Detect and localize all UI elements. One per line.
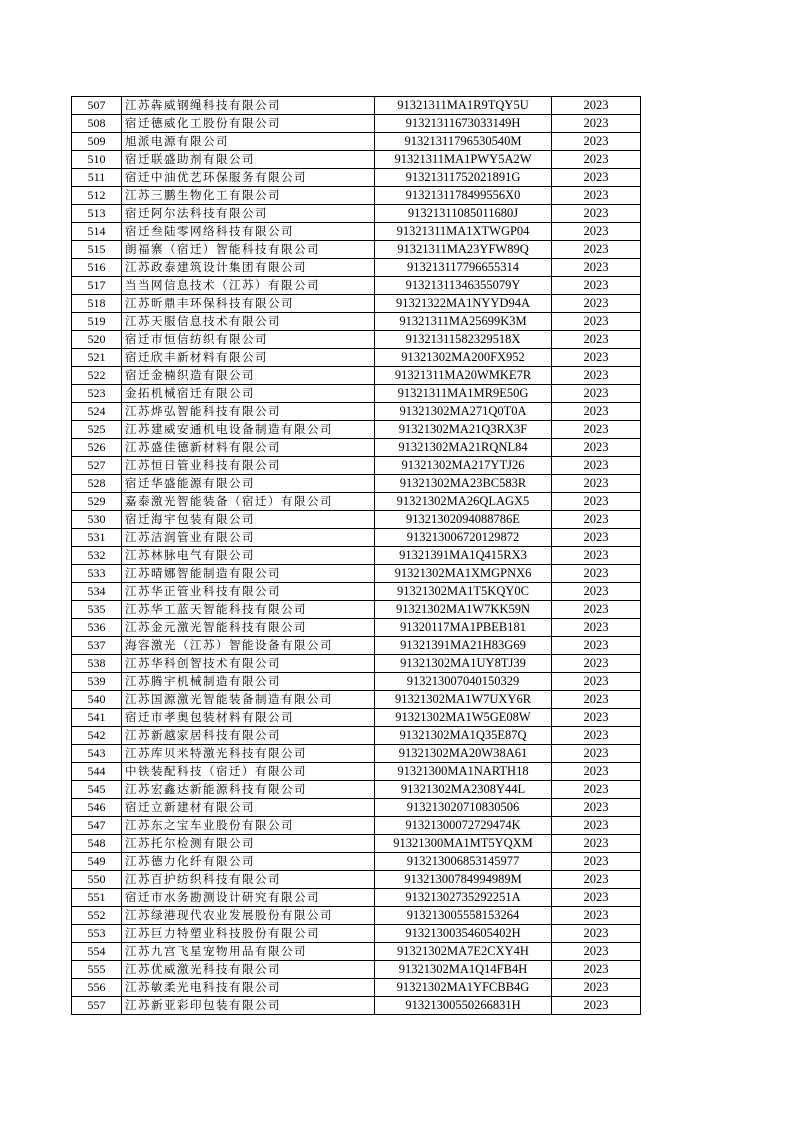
credit-code-cell: 91321302MA1Q35E87Q bbox=[375, 727, 552, 745]
year-cell: 2023 bbox=[552, 763, 641, 781]
table-row bbox=[72, 547, 641, 565]
table-row bbox=[72, 997, 641, 1015]
company-name-cell: 当当网信息技术（江苏）有限公司 bbox=[122, 277, 375, 295]
row-number-cell: 554 bbox=[72, 943, 122, 961]
credit-code-cell: 91321300072729474K bbox=[375, 817, 552, 835]
table-row bbox=[72, 97, 641, 115]
company-name-cell: 江苏晴娜智能制造有限公司 bbox=[122, 565, 375, 583]
credit-code-cell: 91321302MA1W7KK59N bbox=[375, 601, 552, 619]
credit-code-cell: 91321302MA1W5GE08W bbox=[375, 709, 552, 727]
company-name-cell: 海容激光（江苏）智能设备有限公司 bbox=[122, 637, 375, 655]
year-cell: 2023 bbox=[552, 331, 641, 349]
row-number-cell: 541 bbox=[72, 709, 122, 727]
row-number-cell: 539 bbox=[72, 673, 122, 691]
table-row bbox=[72, 907, 641, 925]
company-name-cell: 江苏华工蓝天智能科技有限公司 bbox=[122, 601, 375, 619]
company-name-cell: 江苏华正管业科技有限公司 bbox=[122, 583, 375, 601]
year-cell: 2023 bbox=[552, 673, 641, 691]
company-name-cell: 江苏九宫飞星宠物用品有限公司 bbox=[122, 943, 375, 961]
company-name-cell: 江苏托尔检测有限公司 bbox=[122, 835, 375, 853]
credit-code-cell: 91321302MA21RQNL84 bbox=[375, 439, 552, 457]
credit-code-cell: 913213006853145977 bbox=[375, 853, 552, 871]
year-cell: 2023 bbox=[552, 169, 641, 187]
table-row bbox=[72, 961, 641, 979]
row-number-cell: 509 bbox=[72, 133, 122, 151]
year-cell: 2023 bbox=[552, 979, 641, 997]
company-name-cell: 江苏恒日管业科技有限公司 bbox=[122, 457, 375, 475]
year-cell: 2023 bbox=[552, 565, 641, 583]
table-row bbox=[72, 709, 641, 727]
year-cell: 2023 bbox=[552, 313, 641, 331]
table-row bbox=[72, 475, 641, 493]
credit-code-cell: 91321311346355079Y bbox=[375, 277, 552, 295]
company-name-cell: 宿迁海宇包装有限公司 bbox=[122, 511, 375, 529]
credit-code-cell: 91321302MA7E2CXY4H bbox=[375, 943, 552, 961]
credit-code-cell: 91321302MA1UY8TJ39 bbox=[375, 655, 552, 673]
credit-code-cell: 913213020710830506 bbox=[375, 799, 552, 817]
year-cell: 2023 bbox=[552, 727, 641, 745]
year-cell: 2023 bbox=[552, 619, 641, 637]
table-row bbox=[72, 277, 641, 295]
year-cell: 2023 bbox=[552, 457, 641, 475]
table-row bbox=[72, 223, 641, 241]
year-cell: 2023 bbox=[552, 835, 641, 853]
row-number-cell: 552 bbox=[72, 907, 122, 925]
credit-code-cell: 913213117796655314 bbox=[375, 259, 552, 277]
table-row bbox=[72, 799, 641, 817]
row-number-cell: 530 bbox=[72, 511, 122, 529]
company-name-cell: 江苏库贝米特激光科技有限公司 bbox=[122, 745, 375, 763]
row-number-cell: 525 bbox=[72, 421, 122, 439]
year-cell: 2023 bbox=[552, 709, 641, 727]
company-name-cell: 江苏建威安通机电设备制造有限公司 bbox=[122, 421, 375, 439]
row-number-cell: 543 bbox=[72, 745, 122, 763]
table-row bbox=[72, 781, 641, 799]
year-cell: 2023 bbox=[552, 799, 641, 817]
row-number-cell: 517 bbox=[72, 277, 122, 295]
table-row bbox=[72, 529, 641, 547]
credit-code-cell: 91321311582329518X bbox=[375, 331, 552, 349]
row-number-cell: 548 bbox=[72, 835, 122, 853]
credit-code-cell: 91321302MA1W7UXY6R bbox=[375, 691, 552, 709]
credit-code-cell: 91321300MA1NARTH18 bbox=[375, 763, 552, 781]
credit-code-cell: 91321311MA1XTWGP04 bbox=[375, 223, 552, 241]
credit-code-cell: 91320117MA1PBEB181 bbox=[375, 619, 552, 637]
table-row bbox=[72, 349, 641, 367]
company-name-cell: 江苏政泰建筑设计集团有限公司 bbox=[122, 259, 375, 277]
year-cell: 2023 bbox=[552, 367, 641, 385]
table-row bbox=[72, 889, 641, 907]
year-cell: 2023 bbox=[552, 583, 641, 601]
row-number-cell: 516 bbox=[72, 259, 122, 277]
row-number-cell: 550 bbox=[72, 871, 122, 889]
row-number-cell: 522 bbox=[72, 367, 122, 385]
table-row bbox=[72, 763, 641, 781]
credit-code-cell: 91321311796530540M bbox=[375, 133, 552, 151]
year-cell: 2023 bbox=[552, 997, 641, 1015]
row-number-cell: 513 bbox=[72, 205, 122, 223]
year-cell: 2023 bbox=[552, 817, 641, 835]
table-row bbox=[72, 385, 641, 403]
company-name-cell: 宿迁中油优艺环保服务有限公司 bbox=[122, 169, 375, 187]
company-name-cell: 江苏敏柔光电科技有限公司 bbox=[122, 979, 375, 997]
row-number-cell: 520 bbox=[72, 331, 122, 349]
table-row bbox=[72, 745, 641, 763]
table-row bbox=[72, 601, 641, 619]
credit-code-cell: 91321391MA21H83G69 bbox=[375, 637, 552, 655]
row-number-cell: 511 bbox=[72, 169, 122, 187]
row-number-cell: 512 bbox=[72, 187, 122, 205]
table-row bbox=[72, 943, 641, 961]
row-number-cell: 538 bbox=[72, 655, 122, 673]
row-number-cell: 529 bbox=[72, 493, 122, 511]
row-number-cell: 535 bbox=[72, 601, 122, 619]
year-cell: 2023 bbox=[552, 133, 641, 151]
company-name-cell: 江苏国源激光智能装备制造有限公司 bbox=[122, 691, 375, 709]
company-name-cell: 江苏百护纺织科技有限公司 bbox=[122, 871, 375, 889]
year-cell: 2023 bbox=[552, 637, 641, 655]
row-number-cell: 540 bbox=[72, 691, 122, 709]
credit-code-cell: 91321391MA1Q415RX3 bbox=[375, 547, 552, 565]
company-name-cell: 江苏宏鑫达新能源科技有限公司 bbox=[122, 781, 375, 799]
row-number-cell: 528 bbox=[72, 475, 122, 493]
credit-code-cell: 91321300550266831H bbox=[375, 997, 552, 1015]
company-name-cell: 宿迁德威化工股份有限公司 bbox=[122, 115, 375, 133]
table-row bbox=[72, 115, 641, 133]
credit-code-cell: 913213005558153264 bbox=[375, 907, 552, 925]
company-name-cell: 江苏绿港现代农业发展股份有限公司 bbox=[122, 907, 375, 925]
row-number-cell: 537 bbox=[72, 637, 122, 655]
credit-code-cell: 913213007040150329 bbox=[375, 673, 552, 691]
company-name-cell: 宿迁金楠织造有限公司 bbox=[122, 367, 375, 385]
table-row bbox=[72, 673, 641, 691]
credit-code-cell: 91321300354605402H bbox=[375, 925, 552, 943]
company-name-cell: 江苏昕鼎丰环保科技有限公司 bbox=[122, 295, 375, 313]
credit-code-cell: 91321302094088786E bbox=[375, 511, 552, 529]
credit-code-cell: 91321322MA1NYYD94A bbox=[375, 295, 552, 313]
row-number-cell: 555 bbox=[72, 961, 122, 979]
credit-code-cell: 91321302MA1Q14FB4H bbox=[375, 961, 552, 979]
year-cell: 2023 bbox=[552, 439, 641, 457]
company-name-cell: 江苏盛佳德新材料有限公司 bbox=[122, 439, 375, 457]
row-number-cell: 532 bbox=[72, 547, 122, 565]
year-cell: 2023 bbox=[552, 745, 641, 763]
company-name-cell: 宿迁华盛能源有限公司 bbox=[122, 475, 375, 493]
company-name-cell: 宿迁市恒信纺织有限公司 bbox=[122, 331, 375, 349]
table-row bbox=[72, 241, 641, 259]
company-name-cell: 宿迁联盛助剂有限公司 bbox=[122, 151, 375, 169]
credit-code-cell: 9132131178499556X0 bbox=[375, 187, 552, 205]
year-cell: 2023 bbox=[552, 511, 641, 529]
table-row bbox=[72, 259, 641, 277]
company-list-table bbox=[71, 96, 641, 1015]
table-row bbox=[72, 619, 641, 637]
row-number-cell: 524 bbox=[72, 403, 122, 421]
table-row bbox=[72, 691, 641, 709]
table-row bbox=[72, 169, 641, 187]
year-cell: 2023 bbox=[552, 475, 641, 493]
year-cell: 2023 bbox=[552, 385, 641, 403]
table-row bbox=[72, 205, 641, 223]
year-cell: 2023 bbox=[552, 547, 641, 565]
table-row bbox=[72, 655, 641, 673]
table-body bbox=[72, 97, 641, 1015]
table-row bbox=[72, 151, 641, 169]
year-cell: 2023 bbox=[552, 205, 641, 223]
year-cell: 2023 bbox=[552, 853, 641, 871]
credit-code-cell: 91321311MA1R9TQY5U bbox=[375, 97, 552, 115]
year-cell: 2023 bbox=[552, 529, 641, 547]
year-cell: 2023 bbox=[552, 493, 641, 511]
credit-code-cell: 91321302MA1XMGPNX6 bbox=[375, 565, 552, 583]
credit-code-cell: 91321311MA25699K3M bbox=[375, 313, 552, 331]
company-name-cell: 江苏腾宇机械制造有限公司 bbox=[122, 673, 375, 691]
company-name-cell: 江苏新越家居科技有限公司 bbox=[122, 727, 375, 745]
company-name-cell: 宿迁立新建材有限公司 bbox=[122, 799, 375, 817]
table-row bbox=[72, 511, 641, 529]
row-number-cell: 545 bbox=[72, 781, 122, 799]
row-number-cell: 518 bbox=[72, 295, 122, 313]
company-name-cell: 嘉泰激光智能装备（宿迁）有限公司 bbox=[122, 493, 375, 511]
credit-code-cell: 91321302MA26QLAGX5 bbox=[375, 493, 552, 511]
company-name-cell: 江苏洁润管业有限公司 bbox=[122, 529, 375, 547]
credit-code-cell: 91321302MA20W38A61 bbox=[375, 745, 552, 763]
year-cell: 2023 bbox=[552, 349, 641, 367]
row-number-cell: 519 bbox=[72, 313, 122, 331]
row-number-cell: 533 bbox=[72, 565, 122, 583]
row-number-cell: 542 bbox=[72, 727, 122, 745]
year-cell: 2023 bbox=[552, 115, 641, 133]
company-name-cell: 宿迁市水务勘测设计研究有限公司 bbox=[122, 889, 375, 907]
table-row bbox=[72, 925, 641, 943]
company-name-cell: 宿迁市孝奥包装材料有限公司 bbox=[122, 709, 375, 727]
table-row bbox=[72, 583, 641, 601]
credit-code-cell: 91321302735292251A bbox=[375, 889, 552, 907]
year-cell: 2023 bbox=[552, 421, 641, 439]
company-name-cell: 江苏德力化纤有限公司 bbox=[122, 853, 375, 871]
credit-code-cell: 913213006720129872 bbox=[375, 529, 552, 547]
row-number-cell: 547 bbox=[72, 817, 122, 835]
table-row bbox=[72, 439, 641, 457]
company-name-cell: 江苏华科创智技术有限公司 bbox=[122, 655, 375, 673]
row-number-cell: 553 bbox=[72, 925, 122, 943]
year-cell: 2023 bbox=[552, 295, 641, 313]
table-row bbox=[72, 295, 641, 313]
table-row bbox=[72, 565, 641, 583]
table-row bbox=[72, 133, 641, 151]
credit-code-cell: 91321311673033149H bbox=[375, 115, 552, 133]
credit-code-cell: 91321302MA200FX952 bbox=[375, 349, 552, 367]
credit-code-cell: 91321311MA1PWY5A2W bbox=[375, 151, 552, 169]
year-cell: 2023 bbox=[552, 871, 641, 889]
year-cell: 2023 bbox=[552, 277, 641, 295]
credit-code-cell: 91321302MA23BC583R bbox=[375, 475, 552, 493]
table-row bbox=[72, 457, 641, 475]
company-name-cell: 江苏犇威钢绳科技有限公司 bbox=[122, 97, 375, 115]
table-row bbox=[72, 853, 641, 871]
row-number-cell: 514 bbox=[72, 223, 122, 241]
row-number-cell: 549 bbox=[72, 853, 122, 871]
credit-code-cell: 91321302MA21Q3RX3F bbox=[375, 421, 552, 439]
credit-code-cell: 91321311MA23YFW89Q bbox=[375, 241, 552, 259]
row-number-cell: 515 bbox=[72, 241, 122, 259]
company-name-cell: 中铁装配科技（宿迁）有限公司 bbox=[122, 763, 375, 781]
company-name-cell: 江苏三鹏生物化工有限公司 bbox=[122, 187, 375, 205]
row-number-cell: 521 bbox=[72, 349, 122, 367]
table-row bbox=[72, 637, 641, 655]
row-number-cell: 556 bbox=[72, 979, 122, 997]
year-cell: 2023 bbox=[552, 151, 641, 169]
table-row bbox=[72, 493, 641, 511]
year-cell: 2023 bbox=[552, 601, 641, 619]
company-name-cell: 宿迁欣丰新材料有限公司 bbox=[122, 349, 375, 367]
credit-code-cell: 91321302MA1YFCBB4G bbox=[375, 979, 552, 997]
year-cell: 2023 bbox=[552, 187, 641, 205]
year-cell: 2023 bbox=[552, 925, 641, 943]
credit-code-cell: 91321311752021891G bbox=[375, 169, 552, 187]
company-name-cell: 江苏林脉电气有限公司 bbox=[122, 547, 375, 565]
company-name-cell: 江苏优威激光科技有限公司 bbox=[122, 961, 375, 979]
row-number-cell: 510 bbox=[72, 151, 122, 169]
company-name-cell: 江苏金元激光智能科技有限公司 bbox=[122, 619, 375, 637]
credit-code-cell: 91321311085011680J bbox=[375, 205, 552, 223]
table-row bbox=[72, 817, 641, 835]
company-name-cell: 江苏烨弘智能科技有限公司 bbox=[122, 403, 375, 421]
year-cell: 2023 bbox=[552, 691, 641, 709]
company-name-cell: 宿迁叁陆零网络科技有限公司 bbox=[122, 223, 375, 241]
company-name-cell: 江苏新亚彩印包装有限公司 bbox=[122, 997, 375, 1015]
row-number-cell: 544 bbox=[72, 763, 122, 781]
credit-code-cell: 91321302MA271Q0T0A bbox=[375, 403, 552, 421]
table-row bbox=[72, 727, 641, 745]
table-row bbox=[72, 871, 641, 889]
row-number-cell: 508 bbox=[72, 115, 122, 133]
company-name-cell: 金拓机械宿迁有限公司 bbox=[122, 385, 375, 403]
credit-code-cell: 91321300MA1MT5YQXM bbox=[375, 835, 552, 853]
table-row bbox=[72, 313, 641, 331]
company-name-cell: 江苏天服信息技术有限公司 bbox=[122, 313, 375, 331]
company-name-cell: 江苏巨力特塑业科技股份有限公司 bbox=[122, 925, 375, 943]
row-number-cell: 551 bbox=[72, 889, 122, 907]
row-number-cell: 536 bbox=[72, 619, 122, 637]
table-row bbox=[72, 835, 641, 853]
credit-code-cell: 91321302MA217YTJ26 bbox=[375, 457, 552, 475]
credit-code-cell: 91321302MA2308Y44L bbox=[375, 781, 552, 799]
year-cell: 2023 bbox=[552, 889, 641, 907]
company-name-cell: 朗福寨（宿迁）智能科技有限公司 bbox=[122, 241, 375, 259]
credit-code-cell: 91321302MA1T5KQY0C bbox=[375, 583, 552, 601]
company-name-cell: 宿迁阿尔法科技有限公司 bbox=[122, 205, 375, 223]
year-cell: 2023 bbox=[552, 943, 641, 961]
year-cell: 2023 bbox=[552, 961, 641, 979]
year-cell: 2023 bbox=[552, 97, 641, 115]
table-row bbox=[72, 331, 641, 349]
year-cell: 2023 bbox=[552, 403, 641, 421]
credit-code-cell: 91321300784994989M bbox=[375, 871, 552, 889]
row-number-cell: 526 bbox=[72, 439, 122, 457]
company-name-cell: 旭派电源有限公司 bbox=[122, 133, 375, 151]
year-cell: 2023 bbox=[552, 223, 641, 241]
year-cell: 2023 bbox=[552, 241, 641, 259]
credit-code-cell: 91321311MA20WMKE7R bbox=[375, 367, 552, 385]
row-number-cell: 546 bbox=[72, 799, 122, 817]
company-name-cell: 江苏东之宝车业股份有限公司 bbox=[122, 817, 375, 835]
table-row bbox=[72, 403, 641, 421]
row-number-cell: 527 bbox=[72, 457, 122, 475]
table-row bbox=[72, 421, 641, 439]
table-row bbox=[72, 187, 641, 205]
row-number-cell: 523 bbox=[72, 385, 122, 403]
table-row bbox=[72, 979, 641, 997]
row-number-cell: 534 bbox=[72, 583, 122, 601]
year-cell: 2023 bbox=[552, 781, 641, 799]
row-number-cell: 557 bbox=[72, 997, 122, 1015]
year-cell: 2023 bbox=[552, 907, 641, 925]
table-row bbox=[72, 367, 641, 385]
year-cell: 2023 bbox=[552, 655, 641, 673]
row-number-cell: 507 bbox=[72, 97, 122, 115]
year-cell: 2023 bbox=[552, 259, 641, 277]
row-number-cell: 531 bbox=[72, 529, 122, 547]
credit-code-cell: 91321311MA1MR9E50G bbox=[375, 385, 552, 403]
